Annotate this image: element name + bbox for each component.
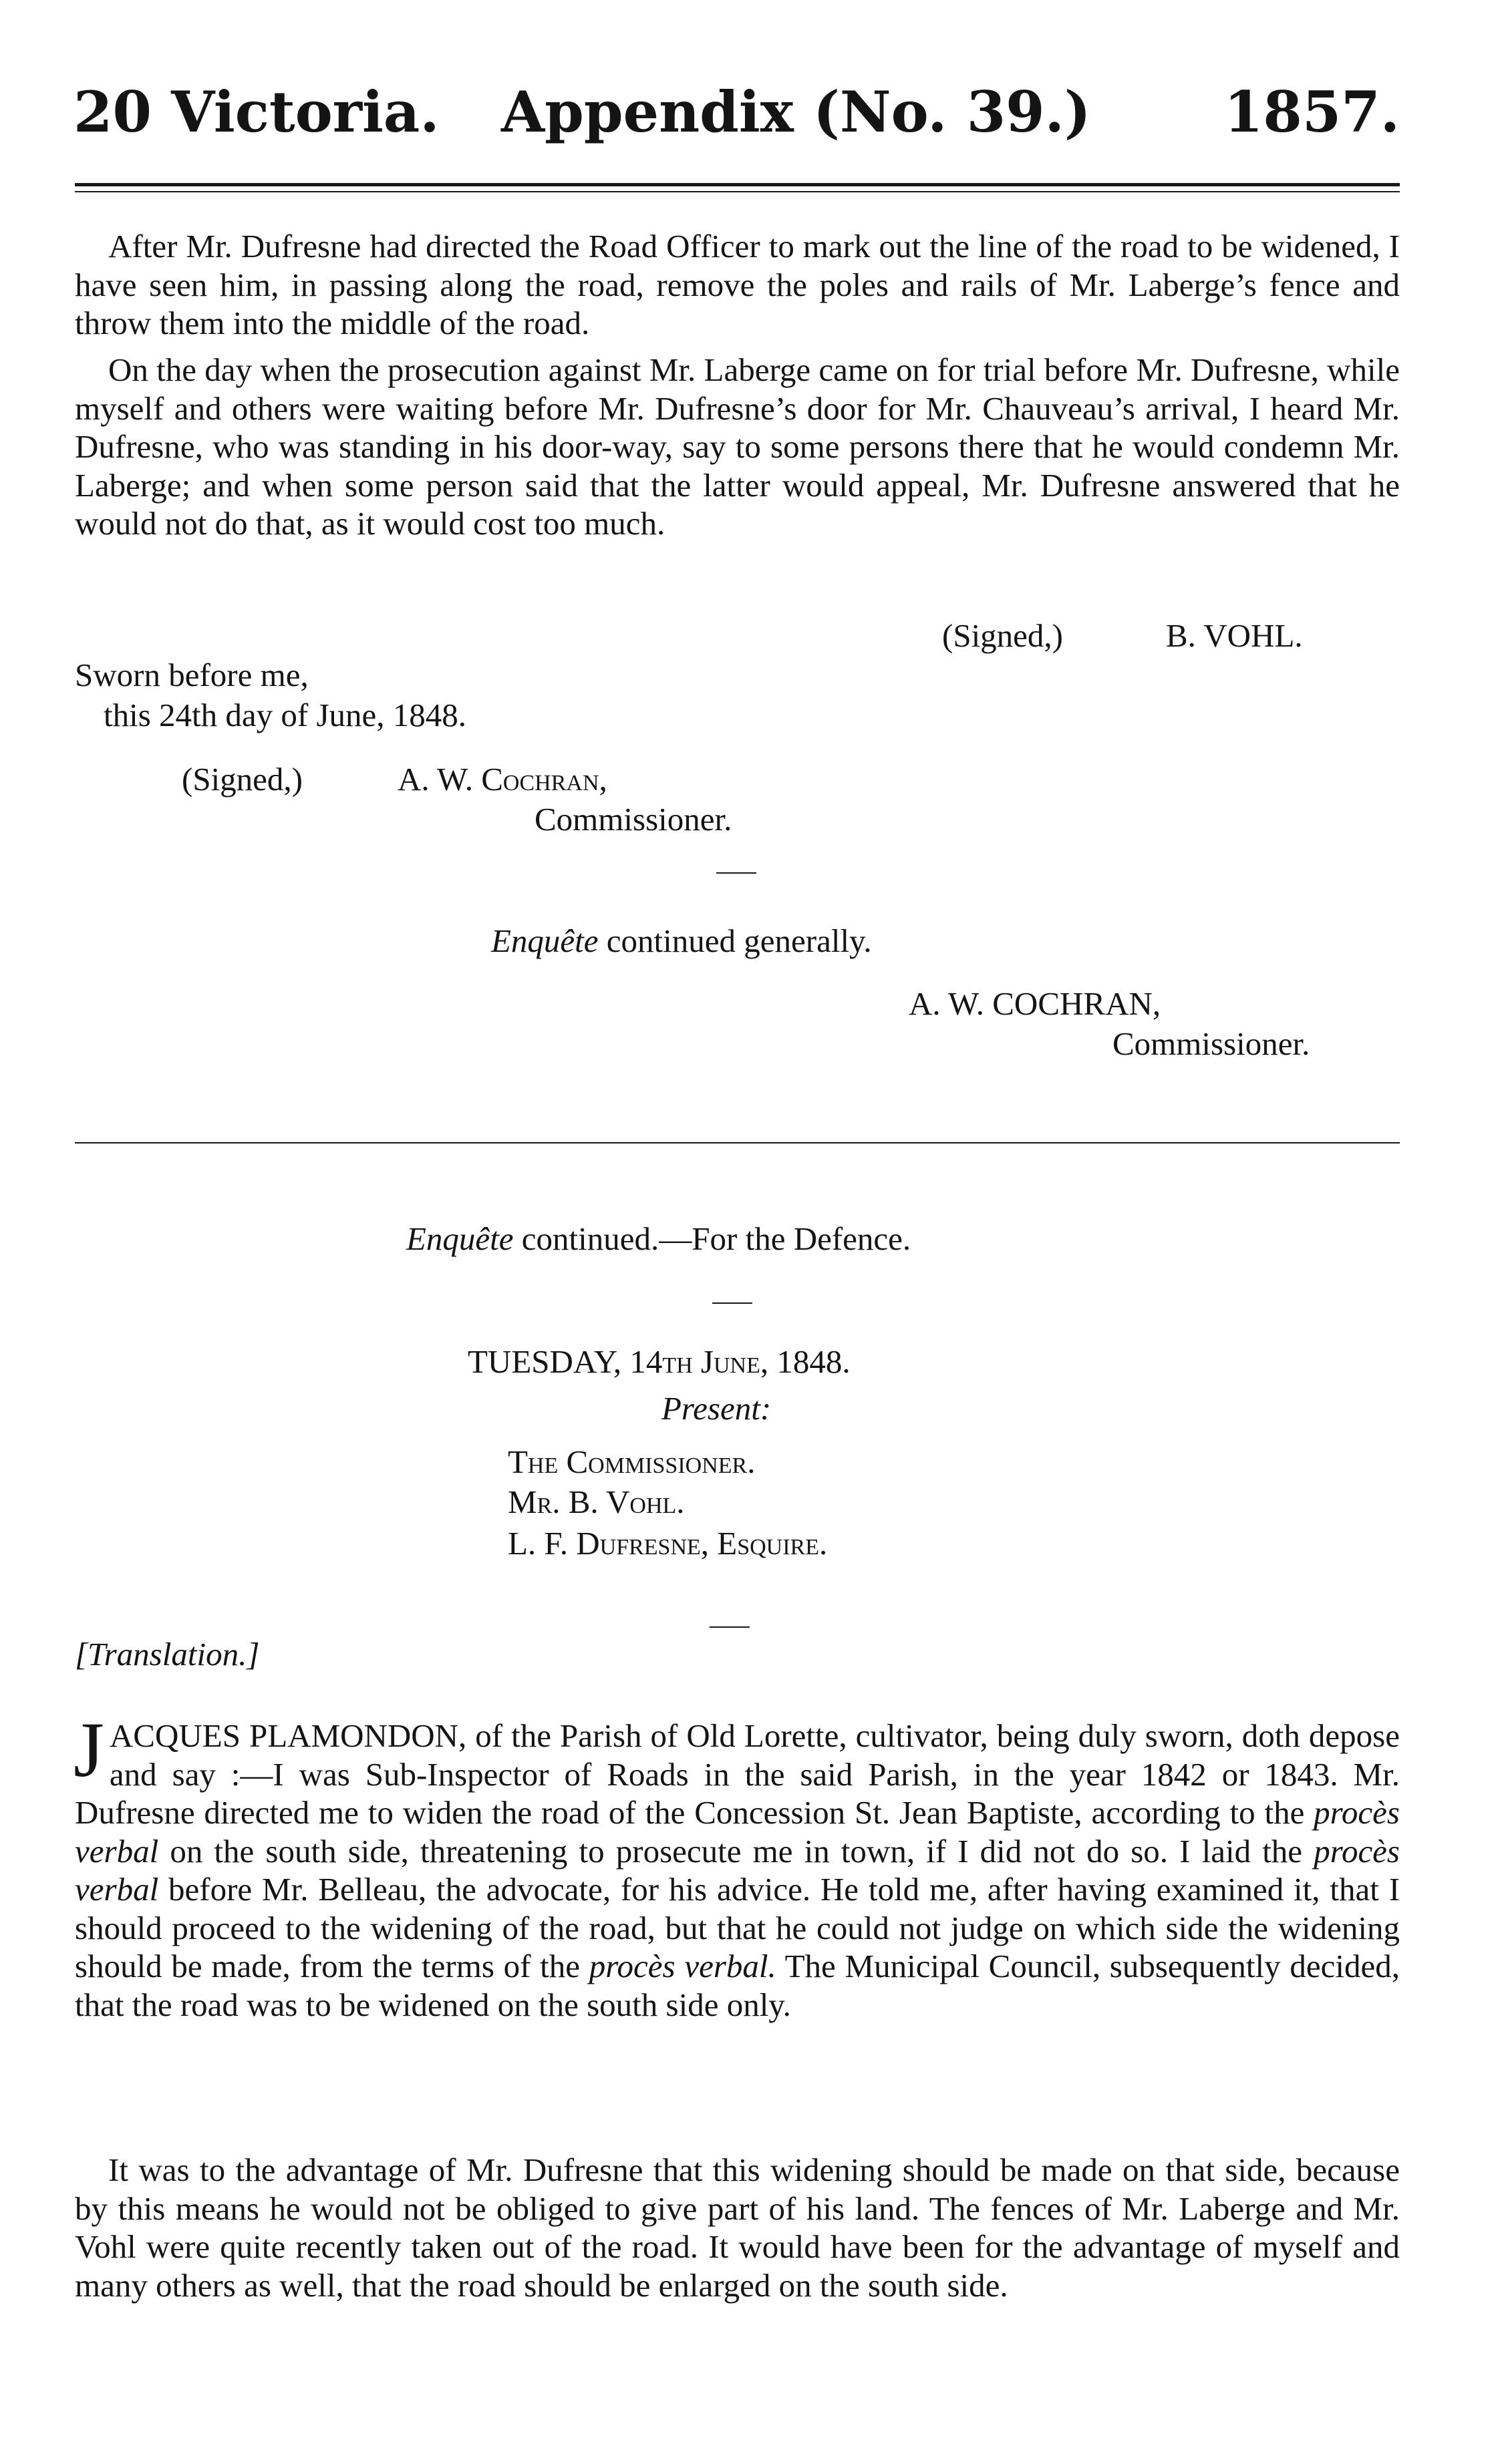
proces-verbal-1: procès verbal <box>75 1794 1400 1870</box>
deposition-text-b: on the south side, threatening to prosecute me in town, if I did not do so. I laid the <box>170 1832 1303 1870</box>
translation-label: [Translation.] <box>75 1636 260 1673</box>
enquete-defence-text: continued.—For the Defence. <box>521 1220 911 1257</box>
enquete-for-defence <box>406 1220 911 1258</box>
drop-cap: J <box>73 1706 104 1793</box>
sworn-commissioner-name: A. W. Cochran, <box>398 761 607 798</box>
deposition-text-a: ACQUES PLAMONDON, of the Parish of Old Lorette, cultivator, being duly sworn, doth depose and say :—I was Sub-Inspector of Roads in the said Parish, in the year 1842 or 1843. Mr. Dufresne directed me to widen the road of the Concession St. Jean Baptiste, according to the <box>75 1717 1400 1831</box>
header-rule-thick <box>75 183 1400 186</box>
paragraph-prosecution <box>75 351 1400 543</box>
signature-cochran: A. W. COCHRAN, <box>909 985 1161 1022</box>
present-commissioner: The Commissioner. <box>508 1443 756 1480</box>
proces-verbal-2: procès verbal <box>75 1832 1400 1908</box>
present-dufresne: L. F. Dufresne, Esquire. <box>508 1525 828 1562</box>
paragraph-road-officer-text: After Mr. Dufresne had directed the Road Officer to mark out the line of the road to be widened, I have seen him, in passing along the road, remove the poles and rails of Mr. Laberge’s fence and throw them into the middle of the road. <box>75 228 1400 341</box>
deposition-text-p2: It was to the advantage of Mr. Dufresne that this widening should be made on that side, because by this means he would not be obliged to give part of his land. The fences of Mr. Laberge and Mr. Vohl were quite recently taken out of the road. It would have been for the advantage of myself and many others as well, that the road should be enlarged on the south side. <box>75 2151 1400 2304</box>
header-session: 20 Victoria. <box>73 79 440 145</box>
separator-dash-2 <box>712 1302 752 1304</box>
sworn-date: this 24th day of June, 1848. <box>104 697 467 733</box>
header-rule-thin <box>75 191 1400 192</box>
deposition-text-c: before Mr. Belleau, the advocate, for his advice. He told me, after having examined it, that I should proceed to the widening of the road, but that he could not judge on which side the widening should be made, from the terms of the <box>75 1871 1400 1984</box>
enquete-italic: Enquête <box>491 922 599 959</box>
signature-vohl: B. VOHL. <box>1166 617 1303 654</box>
paragraph-prosecution-text: On the day when the prosecution against Mr. Laberge came on for trial before Mr. Dufresne, while myself and others were waiting before Mr. Dufresne’s door for Mr. Chauveau’s arrival, I heard Mr. Dufresne, who was standing in his door-way, say to some persons there that he would condemn Mr. Laberge; and when some person said that the latter would appeal, Mr. Dufresne answered that he would not do that, as it would cost too much. <box>75 351 1400 542</box>
header-appendix: Appendix (No. 39.) <box>501 79 1091 145</box>
deposition-paragraph-1 <box>73 1706 1400 2024</box>
signature-cochran-title: Commissioner. <box>1112 1025 1310 1062</box>
header-year: 1857. <box>1223 79 1400 145</box>
enquete-italic-2: Enquête <box>406 1220 514 1257</box>
sworn-commissioner-title: Commissioner. <box>535 801 732 838</box>
separator-dash <box>716 872 756 874</box>
deposition-paragraph-2 <box>75 2151 1400 2304</box>
page-header <box>73 79 1400 152</box>
present-vohl: Mr. B. Vohl. <box>508 1483 685 1520</box>
deposition-text-d: The Municipal Council, subsequently decided, that the road was to be widened on the south side only. <box>75 1948 1400 2023</box>
present-label: Present: <box>661 1390 772 1427</box>
date-heading: TUESDAY, 14th June, 1848. <box>468 1343 851 1380</box>
enquete-continued-generally <box>491 922 872 960</box>
proces-verbal-3: procès verbal. <box>589 1948 776 1984</box>
separator-dash-3 <box>710 1626 750 1628</box>
enquete-continued-text: continued generally. <box>606 922 872 959</box>
signature-signed-label: (Signed,) <box>942 617 1063 654</box>
sworn-signed-label: (Signed,) <box>182 761 303 798</box>
paragraph-road-officer <box>75 227 1400 343</box>
section-rule <box>75 1142 1400 1143</box>
sworn-before-me: Sworn before me, <box>75 657 309 693</box>
